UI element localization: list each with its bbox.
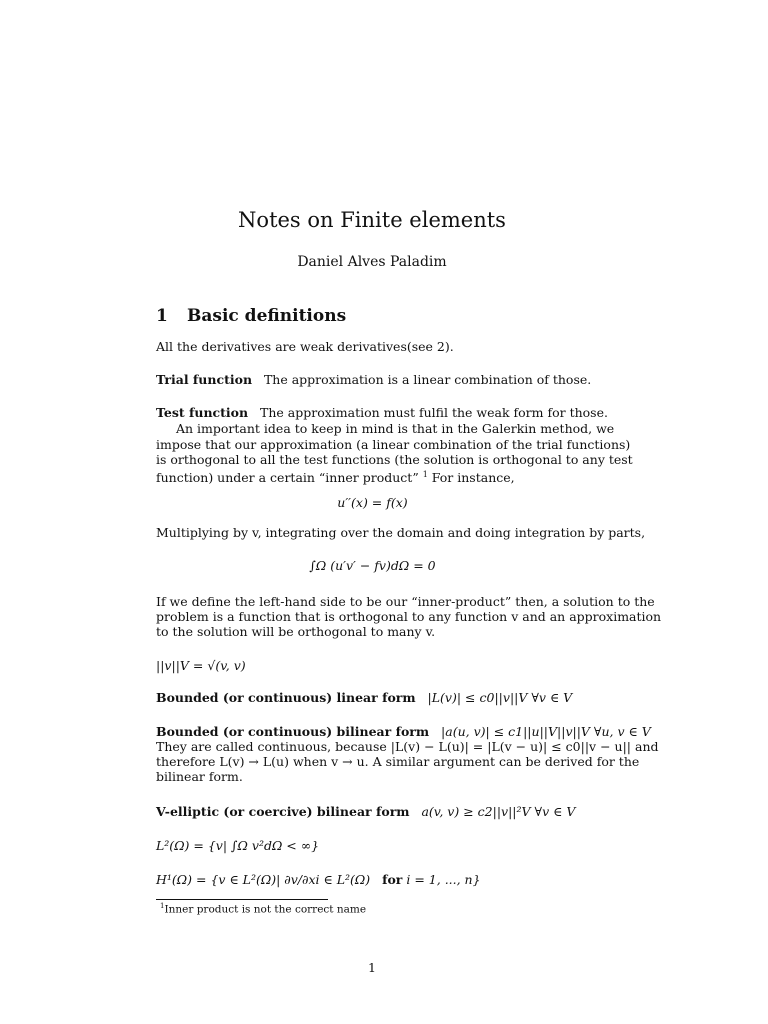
equation-1: u′′(x) = f(x) bbox=[337, 495, 408, 510]
define-line-3: to the solution will be orthogonal to many v. bbox=[156, 624, 436, 639]
multiplying-paragraph: Multiplying by v, integrating over the domain and doing integration by parts, bbox=[156, 525, 646, 540]
continuous-line-1: They are called continuous, because |L(v) − L(u)| = |L(v − u)| ≤ c0||v − u|| and bbox=[156, 739, 659, 754]
h1-for: for bbox=[382, 872, 403, 887]
galerkin-line-1: An important idea to keep in mind is that in the Galerkin method, we bbox=[176, 421, 615, 436]
galerkin-line-4-text: function) under a certain “inner product” bbox=[156, 470, 419, 486]
galerkin-tail: For instance, bbox=[431, 470, 515, 486]
galerkin-line-3: is orthogonal to all the test functions (the solution is orthogonal to any test bbox=[156, 452, 633, 467]
paper-author: Daniel Alves Paladim bbox=[297, 254, 447, 270]
elliptic-definition bbox=[156, 804, 575, 821]
bounded-bilinear-term: Bounded (or continuous) bilinear form bbox=[156, 724, 430, 739]
define-line-1: If we define the left-hand side to be our “inner-product” then, a solution to the bbox=[156, 594, 655, 609]
bounded-bilinear-formula: |a(u, v)| ≤ c1||u||V||v||V ∀u, v ∈ V bbox=[441, 724, 651, 739]
test-function-text: The approximation must fulfil the weak form for those. bbox=[260, 405, 608, 420]
galerkin-line-4 bbox=[156, 467, 515, 487]
bounded-linear-formula: |L(v)| ≤ c0||v||V ∀v ∈ V bbox=[427, 690, 573, 705]
trial-function-text: The approximation is a linear combination of those. bbox=[263, 372, 592, 387]
continuous-line-3: bilinear form. bbox=[156, 769, 243, 784]
trial-function-definition bbox=[156, 372, 591, 389]
norm-equation: ||v||V = √(v, v) bbox=[156, 658, 246, 673]
l2-definition: L²(Ω) = {v| ∫Ω v²dΩ < ∞} bbox=[156, 838, 320, 853]
paper-title: Notes on Finite elements bbox=[238, 208, 506, 232]
test-function-definition bbox=[156, 405, 608, 422]
trial-function-term: Trial function bbox=[156, 372, 253, 387]
section-title: Basic definitions bbox=[187, 306, 347, 326]
galerkin-line-2: impose that our approximation (a linear combination of the trial functions) bbox=[156, 437, 631, 452]
h1-definition bbox=[156, 872, 481, 889]
footnote-number: 1 bbox=[160, 902, 165, 910]
h1-tail: i = 1, ..., n} bbox=[406, 872, 481, 887]
footnote-marker: 1 bbox=[422, 470, 428, 479]
bounded-linear-term: Bounded (or continuous) linear form bbox=[156, 690, 416, 705]
intro-paragraph: All the derivatives are weak derivatives(see 2). bbox=[156, 339, 454, 354]
test-function-term: Test function bbox=[156, 405, 249, 420]
section-heading bbox=[156, 306, 346, 326]
footnote-rule bbox=[156, 899, 328, 900]
bounded-linear-definition bbox=[156, 690, 572, 707]
h1-formula: H¹(Ω) = {v ∈ L²(Ω)| ∂v/∂xi ∈ L²(Ω) bbox=[156, 872, 371, 887]
footnote-text: Inner product is not the correct name bbox=[164, 903, 367, 916]
section-number: 1 bbox=[156, 306, 168, 326]
elliptic-formula: a(v, v) ≥ c2||v||²V ∀v ∈ V bbox=[421, 804, 576, 819]
continuous-line-2: therefore L(v) → L(u) when v → u. A similar argument can be derived for the bbox=[156, 754, 640, 769]
define-line-2: problem is a function that is orthogonal to any function v and an approximation bbox=[156, 609, 662, 624]
elliptic-term: V-elliptic (or coercive) bilinear form bbox=[156, 804, 410, 819]
equation-2: ∫Ω (u′v′ − fv)dΩ = 0 bbox=[309, 558, 436, 573]
footnote bbox=[160, 902, 366, 916]
page-number: 1 bbox=[368, 960, 376, 975]
